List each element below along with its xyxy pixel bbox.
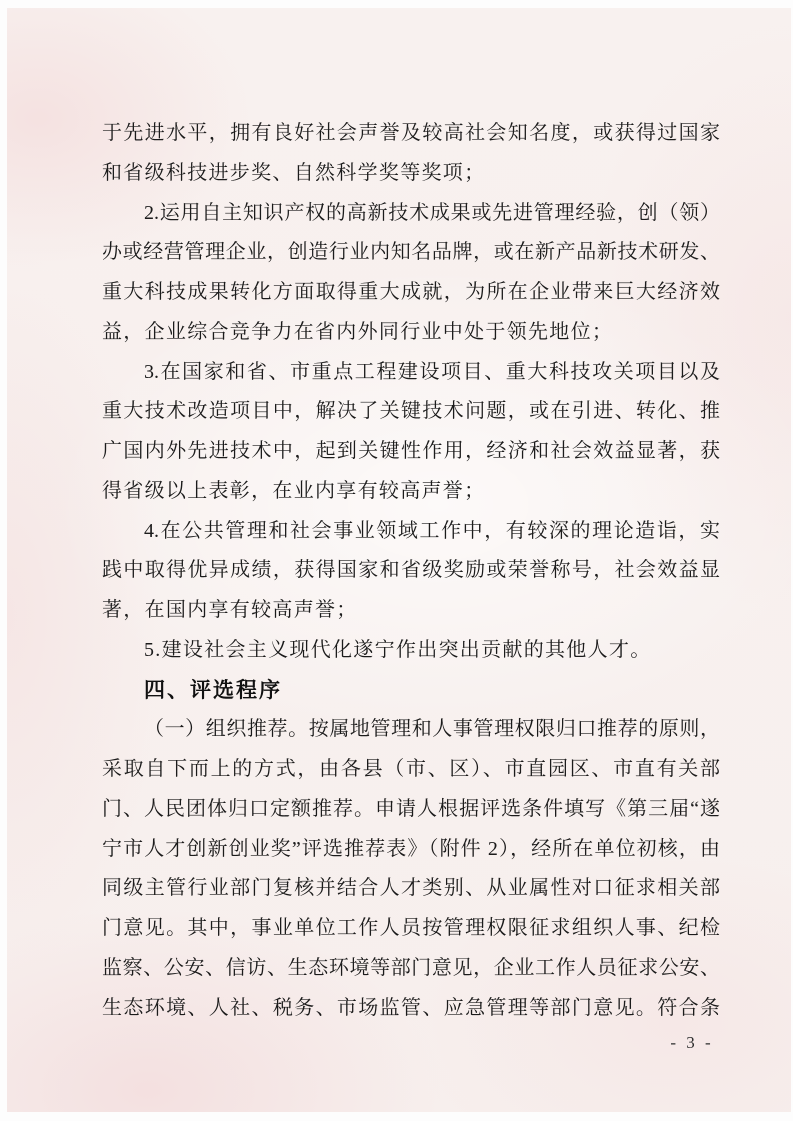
- text-line: 采取自下而上的方式，由各县（市、区）、市直园区、市直有关部: [102, 758, 720, 780]
- text-line: 监察、公安、信访、生态环境等部门意见，企业工作人员征求公安、: [102, 956, 720, 979]
- text-line: 5.建设社会主义现代化遂宁作出突出贡献的其他人才。: [144, 638, 652, 661]
- text-line: 重大科技成果转化方面取得重大成就，为所在企业带来巨大经济效: [102, 281, 720, 303]
- text-line: 门意见。其中，事业单位工作人员按管理权限征求组织人事、纪检: [102, 917, 720, 939]
- section-heading: 四、评选程序: [144, 677, 282, 702]
- text-line: 宁市人才创新创业奖”评选推荐表》（附件 2），经所在单位初核，由: [102, 837, 720, 860]
- text-line: 办或经营管理企业，创造行业内知名品牌，或在新产品新技术研发、: [102, 241, 720, 264]
- text-line: 2.运用自主知识产权的高新技术成果或先进管理经验，创（领）: [144, 201, 720, 224]
- text-line: 得省级以上表彰，在业内享有较高声誉；: [102, 479, 486, 502]
- text-line: 重大技术改造项目中，解决了关键技术问题，或在引进、转化、推: [102, 400, 720, 423]
- text-line: 益，企业综合竞争力在省内外同行业中处于领先地位；: [102, 320, 614, 343]
- text-line: 门、人民团体归口定额推荐。申请人根据评选条件填写《第三届“遂: [102, 797, 720, 820]
- text-line: 践中取得优异成绩，获得国家和省级奖励或荣誉称号，社会效益显: [102, 559, 720, 582]
- text-line: 广国内外先进技术中，起到关键性作用，经济和社会效益显著，获: [102, 440, 720, 462]
- text-line: （一）组织推荐。按属地管理和人事管理权限归口推荐的原则，: [144, 718, 720, 741]
- document-body: [102, 114, 720, 1028]
- text-line: 和省级科技进步奖、自然科学奖等奖项；: [102, 161, 486, 184]
- text-line: 著，在国内享有较高声誉；: [102, 599, 358, 621]
- text-line: 同级主管行业部门复核并结合人才类别、从业属性对口征求相关部: [102, 877, 720, 900]
- page-number: - 3 -: [670, 1033, 714, 1052]
- paper-sheet: [7, 8, 791, 1112]
- text-line: 生态环境、人社、税务、市场监管、应急管理等部门意见。符合条: [102, 996, 720, 1019]
- text-line: 4.在公共管理和社会事业领域工作中，有较深的理论造诣，实: [144, 519, 720, 542]
- text-line: 3.在国家和省、市重点工程建设项目、重大科技攻关项目以及: [144, 360, 720, 383]
- text-line: 于先进水平，拥有良好社会声誉及较高社会知名度，或获得过国家: [102, 122, 720, 144]
